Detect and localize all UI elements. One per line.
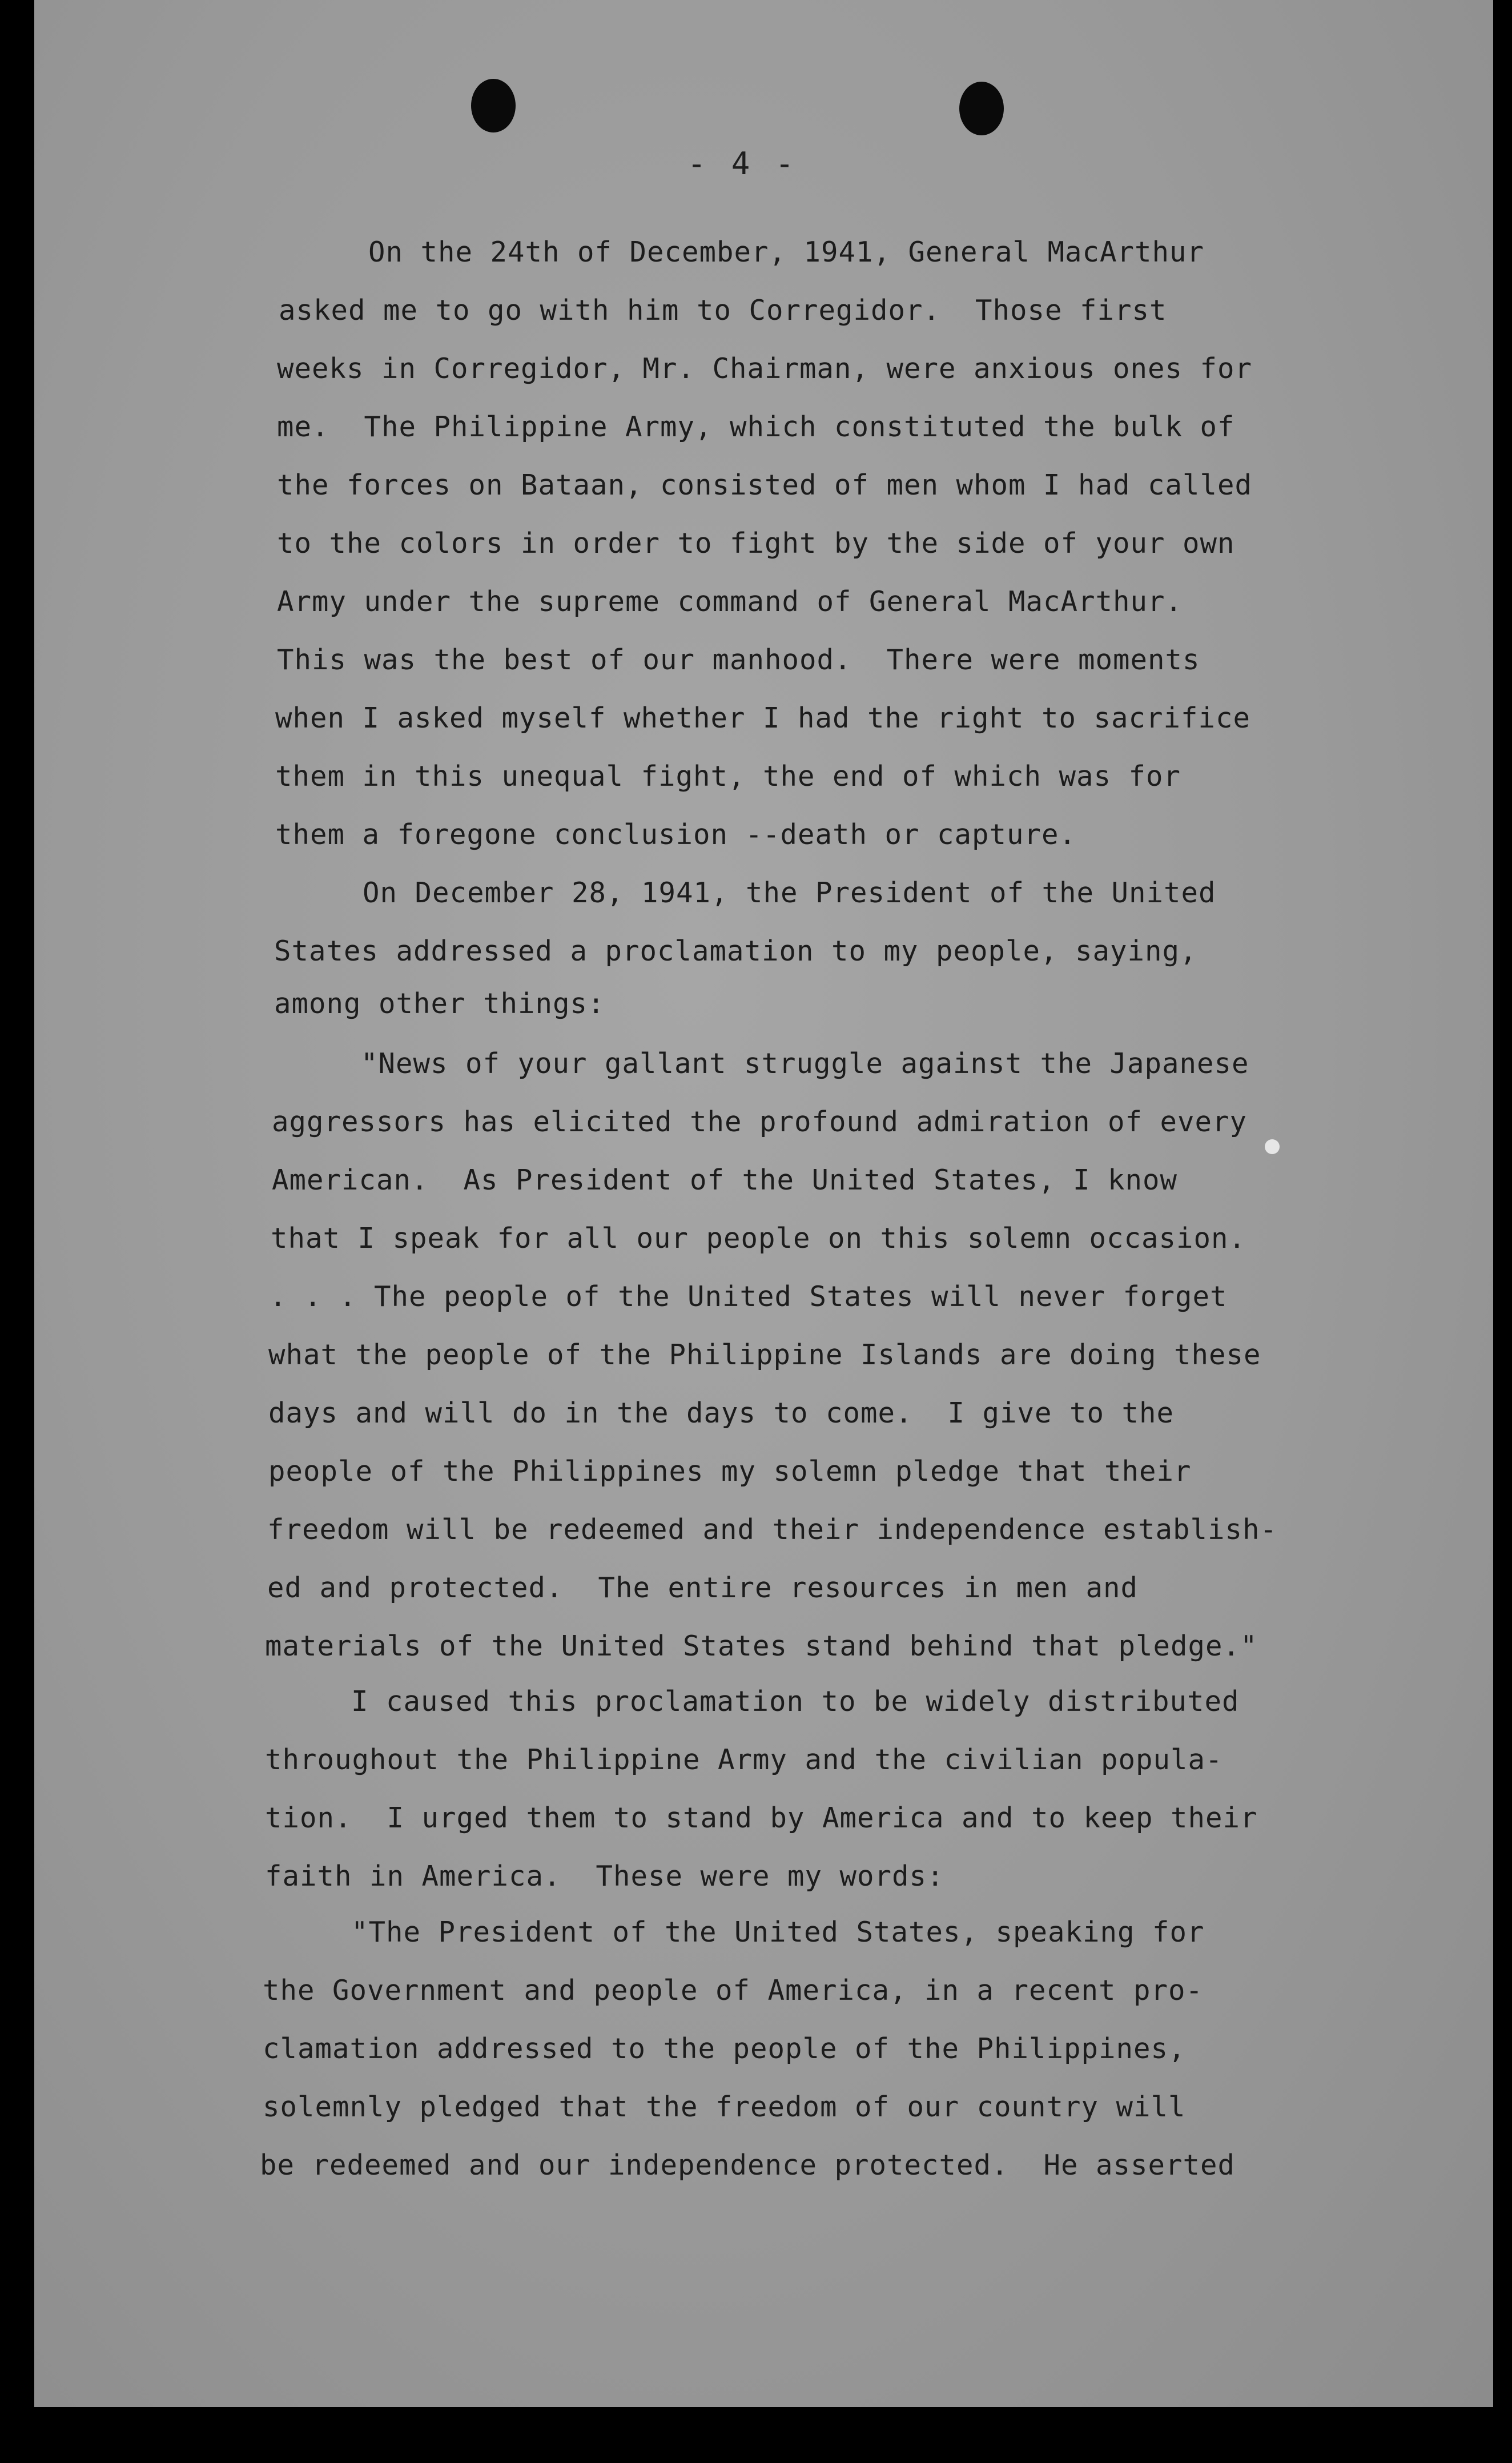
text-line: people of the Philippines my solemn pledge that their [268, 1455, 1192, 1488]
text-line: the forces on Bataan, consisted of men whom I had called [277, 469, 1253, 501]
text-line: faith in America. These were my words: [265, 1860, 944, 1893]
text-line: materials of the United States stand behind that pledge." [265, 1630, 1258, 1662]
text-line: asked me to go with him to Corregidor. Those first [279, 294, 1167, 327]
text-line: This was the best of our manhood. There were moments [277, 644, 1200, 676]
text-line: On December 28, 1941, the President of the United [363, 877, 1216, 909]
text-line: On the 24th of December, 1941, General MacArthur [368, 236, 1205, 268]
text-line: American. As President of the United States, I know [272, 1164, 1178, 1196]
text-line: among other things: [274, 987, 605, 1020]
text-line: to the colors in order to fight by the side of your own [277, 527, 1235, 560]
text-line: . . . The people of the United States will never forget [270, 1280, 1228, 1313]
text-line: clamation addressed to the people of the Philippines, [263, 2032, 1186, 2065]
text-line: me. The Philippine Army, which constituted the bulk of [277, 411, 1235, 443]
text-line: Army under the supreme command of General MacArthur. [277, 585, 1183, 618]
text-line: days and will do in the days to come. I give to the [268, 1397, 1175, 1429]
text-line: when I asked myself whether I had the right to sacrifice [275, 702, 1251, 734]
text-line: freedom will be redeemed and their independence establish- [267, 1513, 1278, 1546]
text-line: that I speak for all our people on this solemn occasion. [271, 1222, 1246, 1255]
text-line: them in this unequal fight, the end of which was for [275, 760, 1181, 793]
text-line: throughout the Philippine Army and the civilian popula- [265, 1743, 1223, 1776]
text-line: be redeemed and our independence protected. He asserted [260, 2149, 1236, 2181]
text-line: what the people of the Philippine Islands are doing these [268, 1339, 1261, 1371]
text-line: weeks in Corregidor, Mr. Chairman, were anxious ones for [277, 352, 1253, 385]
text-line: ed and protected. The entire resources in men and [267, 1572, 1139, 1604]
text-line: tion. I urged them to stand by America and to keep their [265, 1802, 1258, 1834]
text-line: the Government and people of America, in a recent pro- [263, 1974, 1204, 2007]
text-line: solemnly pledged that the freedom of our country will [263, 2091, 1186, 2123]
page-number: - 4 - [687, 146, 798, 182]
text-line: them a foregone conclusion --death or capture. [275, 818, 1077, 851]
text-line: I caused this proclamation to be widely distributed [351, 1685, 1240, 1718]
text-line: "News of your gallant struggle against the Japanese [361, 1047, 1249, 1080]
text-line: aggressors has elicited the profound admiration of every [272, 1106, 1248, 1138]
text-line: States addressed a proclamation to my people, saying, [274, 935, 1197, 967]
text-line: "The President of the United States, speaking for [351, 1916, 1205, 1948]
